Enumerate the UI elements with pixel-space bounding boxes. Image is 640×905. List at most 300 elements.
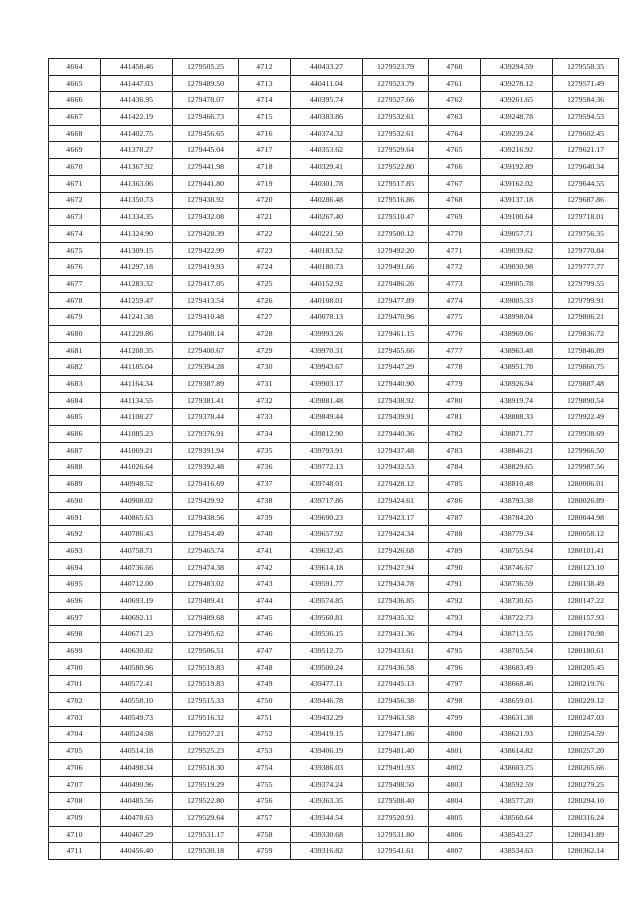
point-id-cell: 4773 — [429, 275, 481, 292]
point-id-cell: 4705 — [49, 743, 101, 760]
point-id-cell: 4665 — [49, 75, 101, 92]
x-coordinate-cell: 440572.41 — [101, 676, 173, 693]
x-coordinate-cell: 440353.62 — [291, 142, 363, 159]
point-id-cell: 4775 — [429, 309, 481, 326]
x-coordinate-cell: 439406.19 — [291, 743, 363, 760]
point-id-cell: 4677 — [49, 275, 101, 292]
point-id-cell: 4672 — [49, 192, 101, 209]
y-coordinate-cell: 1279466.73 — [173, 109, 239, 126]
table-row — [49, 376, 619, 393]
y-coordinate-cell: 1279718.01 — [553, 209, 619, 226]
x-coordinate-cell: 439477.11 — [291, 676, 363, 693]
x-coordinate-cell: 440183.52 — [291, 242, 363, 259]
y-coordinate-cell: 1279523.79 — [363, 75, 429, 92]
y-coordinate-cell: 1279474.38 — [173, 559, 239, 576]
y-coordinate-cell: 1279456.38 — [363, 693, 429, 710]
x-coordinate-cell: 440630.82 — [101, 643, 173, 660]
table-row — [49, 275, 619, 292]
y-coordinate-cell: 1279455.66 — [363, 342, 429, 359]
point-id-cell: 4788 — [429, 526, 481, 543]
x-coordinate-cell: 440712.00 — [101, 576, 173, 593]
table-row — [49, 442, 619, 459]
y-coordinate-cell: 1279454.49 — [173, 526, 239, 543]
x-coordinate-cell: 438810.48 — [481, 476, 553, 493]
point-id-cell: 4711 — [49, 843, 101, 860]
x-coordinate-cell: 439849.44 — [291, 409, 363, 426]
point-id-cell: 4761 — [429, 75, 481, 92]
x-coordinate-cell: 439793.91 — [291, 442, 363, 459]
point-id-cell: 4718 — [239, 159, 291, 176]
table-row — [49, 793, 619, 810]
y-coordinate-cell: 1279429.92 — [173, 492, 239, 509]
x-coordinate-cell: 438614.82 — [481, 743, 553, 760]
point-id-cell: 4725 — [239, 275, 291, 292]
x-coordinate-cell: 440078.13 — [291, 309, 363, 326]
x-coordinate-cell: 441422.19 — [101, 109, 173, 126]
y-coordinate-cell: 1280254.59 — [553, 726, 619, 743]
x-coordinate-cell: 439591.77 — [291, 576, 363, 593]
y-coordinate-cell: 1279489.50 — [173, 75, 239, 92]
x-coordinate-cell: 441085.23 — [101, 426, 173, 443]
point-id-cell: 4675 — [49, 242, 101, 259]
x-coordinate-cell: 440395.74 — [291, 92, 363, 109]
x-coordinate-cell: 438998.04 — [481, 309, 553, 326]
point-id-cell: 4667 — [49, 109, 101, 126]
x-coordinate-cell: 438829.65 — [481, 459, 553, 476]
point-id-cell: 4800 — [429, 726, 481, 743]
point-id-cell: 4765 — [429, 142, 481, 159]
point-id-cell: 4742 — [239, 559, 291, 576]
y-coordinate-cell: 1279777.77 — [553, 259, 619, 276]
point-id-cell: 4792 — [429, 593, 481, 610]
x-coordinate-cell: 439432.29 — [291, 709, 363, 726]
y-coordinate-cell: 1279498.50 — [363, 776, 429, 793]
table-row — [49, 676, 619, 693]
point-id-cell: 4754 — [239, 759, 291, 776]
x-coordinate-cell: 438722.73 — [481, 609, 553, 626]
point-id-cell: 4691 — [49, 509, 101, 526]
point-id-cell: 4738 — [239, 492, 291, 509]
x-coordinate-cell: 440478.63 — [101, 809, 173, 826]
x-coordinate-cell: 439943.67 — [291, 359, 363, 376]
point-id-cell: 4722 — [239, 225, 291, 242]
point-id-cell: 4786 — [429, 492, 481, 509]
x-coordinate-cell: 440736.66 — [101, 559, 173, 576]
x-coordinate-cell: 441458.46 — [101, 59, 173, 76]
y-coordinate-cell: 1279410.48 — [173, 309, 239, 326]
y-coordinate-cell: 1279394.28 — [173, 359, 239, 376]
point-id-cell: 4807 — [429, 843, 481, 860]
point-id-cell: 4799 — [429, 709, 481, 726]
x-coordinate-cell: 439657.92 — [291, 526, 363, 543]
x-coordinate-cell: 439574.85 — [291, 593, 363, 610]
coordinate-table-body — [49, 59, 619, 860]
x-coordinate-cell: 439632.45 — [291, 542, 363, 559]
y-coordinate-cell: 1279433.61 — [363, 643, 429, 660]
y-coordinate-cell: 1279416.69 — [173, 476, 239, 493]
x-coordinate-cell: 440692.11 — [101, 609, 173, 626]
point-id-cell: 4710 — [49, 826, 101, 843]
point-id-cell: 4727 — [239, 309, 291, 326]
x-coordinate-cell: 439330.68 — [291, 826, 363, 843]
table-row — [49, 342, 619, 359]
x-coordinate-cell: 438793.38 — [481, 492, 553, 509]
point-id-cell: 4676 — [49, 259, 101, 276]
point-id-cell: 4770 — [429, 225, 481, 242]
point-id-cell: 4712 — [239, 59, 291, 76]
point-id-cell: 4671 — [49, 175, 101, 192]
y-coordinate-cell: 1279516.86 — [363, 192, 429, 209]
y-coordinate-cell: 1279519.83 — [173, 659, 239, 676]
point-id-cell: 4797 — [429, 676, 481, 693]
point-id-cell: 4739 — [239, 509, 291, 526]
y-coordinate-cell: 1280219.76 — [553, 676, 619, 693]
y-coordinate-cell: 1280170.98 — [553, 626, 619, 643]
x-coordinate-cell: 440558.10 — [101, 693, 173, 710]
point-id-cell: 4760 — [429, 59, 481, 76]
table-row — [49, 292, 619, 309]
x-coordinate-cell: 438755.94 — [481, 542, 553, 559]
y-coordinate-cell: 1279860.75 — [553, 359, 619, 376]
point-id-cell: 4798 — [429, 693, 481, 710]
x-coordinate-cell: 440490.96 — [101, 776, 173, 793]
x-coordinate-cell: 441324.90 — [101, 225, 173, 242]
y-coordinate-cell: 1279527.21 — [173, 726, 239, 743]
point-id-cell: 4669 — [49, 142, 101, 159]
y-coordinate-cell: 1279505.25 — [173, 59, 239, 76]
x-coordinate-cell: 438951.78 — [481, 359, 553, 376]
y-coordinate-cell: 1279799.91 — [553, 292, 619, 309]
x-coordinate-cell: 441164.34 — [101, 376, 173, 393]
point-id-cell: 4752 — [239, 726, 291, 743]
point-id-cell: 4704 — [49, 726, 101, 743]
table-row — [49, 476, 619, 493]
y-coordinate-cell: 1279532.61 — [363, 125, 429, 142]
point-id-cell: 4721 — [239, 209, 291, 226]
y-coordinate-cell: 1280247.03 — [553, 709, 619, 726]
point-id-cell: 4728 — [239, 326, 291, 343]
x-coordinate-cell: 439363.35 — [291, 793, 363, 810]
x-coordinate-cell: 440329.41 — [291, 159, 363, 176]
x-coordinate-cell: 441309.15 — [101, 242, 173, 259]
x-coordinate-cell: 439614.18 — [291, 559, 363, 576]
y-coordinate-cell: 1279520.91 — [363, 809, 429, 826]
y-coordinate-cell: 1279987.56 — [553, 459, 619, 476]
x-coordinate-cell: 441447.03 — [101, 75, 173, 92]
y-coordinate-cell: 1279489.68 — [173, 609, 239, 626]
y-coordinate-cell: 1279836.72 — [553, 326, 619, 343]
point-id-cell: 4687 — [49, 442, 101, 459]
y-coordinate-cell: 1279424.34 — [363, 526, 429, 543]
x-coordinate-cell: 439374.24 — [291, 776, 363, 793]
x-coordinate-cell: 438926.94 — [481, 376, 553, 393]
y-coordinate-cell: 1279438.92 — [363, 392, 429, 409]
table-row — [49, 693, 619, 710]
x-coordinate-cell: 441026.64 — [101, 459, 173, 476]
point-id-cell: 4733 — [239, 409, 291, 426]
x-coordinate-cell: 441363.06 — [101, 175, 173, 192]
point-id-cell: 4741 — [239, 542, 291, 559]
table-row — [49, 659, 619, 676]
point-id-cell: 4746 — [239, 626, 291, 643]
point-id-cell: 4664 — [49, 59, 101, 76]
y-coordinate-cell: 1279447.29 — [363, 359, 429, 376]
x-coordinate-cell: 439316.82 — [291, 843, 363, 860]
table-row — [49, 225, 619, 242]
x-coordinate-cell: 440758.71 — [101, 542, 173, 559]
y-coordinate-cell: 1279483.02 — [173, 576, 239, 593]
x-coordinate-cell: 439419.15 — [291, 726, 363, 743]
x-coordinate-cell: 438668.46 — [481, 676, 553, 693]
point-id-cell: 4723 — [239, 242, 291, 259]
point-id-cell: 4750 — [239, 693, 291, 710]
x-coordinate-cell: 439881.48 — [291, 392, 363, 409]
y-coordinate-cell: 1279770.84 — [553, 242, 619, 259]
table-row — [49, 593, 619, 610]
y-coordinate-cell: 1280026.89 — [553, 492, 619, 509]
point-id-cell: 4701 — [49, 676, 101, 693]
x-coordinate-cell: 439162.02 — [481, 175, 553, 192]
x-coordinate-cell: 440524.08 — [101, 726, 173, 743]
x-coordinate-cell: 441367.92 — [101, 159, 173, 176]
x-coordinate-cell: 438592.59 — [481, 776, 553, 793]
x-coordinate-cell: 440671.23 — [101, 626, 173, 643]
point-id-cell: 4682 — [49, 359, 101, 376]
y-coordinate-cell: 1279529.64 — [173, 809, 239, 826]
point-id-cell: 4713 — [239, 75, 291, 92]
x-coordinate-cell: 439386.03 — [291, 759, 363, 776]
table-row — [49, 309, 619, 326]
x-coordinate-cell: 440467.29 — [101, 826, 173, 843]
y-coordinate-cell: 1279887.48 — [553, 376, 619, 393]
y-coordinate-cell: 1279438.92 — [173, 192, 239, 209]
point-id-cell: 4735 — [239, 442, 291, 459]
point-id-cell: 4785 — [429, 476, 481, 493]
table-row — [49, 326, 619, 343]
point-id-cell: 4774 — [429, 292, 481, 309]
y-coordinate-cell: 1280180.61 — [553, 643, 619, 660]
y-coordinate-cell: 1279432.08 — [173, 209, 239, 226]
x-coordinate-cell: 440498.34 — [101, 759, 173, 776]
point-id-cell: 4745 — [239, 609, 291, 626]
table-row — [49, 492, 619, 509]
point-id-cell: 4692 — [49, 526, 101, 543]
point-id-cell: 4708 — [49, 793, 101, 810]
x-coordinate-cell: 440693.19 — [101, 593, 173, 610]
y-coordinate-cell: 1280265.66 — [553, 759, 619, 776]
table-row — [49, 609, 619, 626]
x-coordinate-cell: 438969.06 — [481, 326, 553, 343]
y-coordinate-cell: 1279477.89 — [363, 292, 429, 309]
y-coordinate-cell: 1279427.94 — [363, 559, 429, 576]
y-coordinate-cell: 1280205.45 — [553, 659, 619, 676]
y-coordinate-cell: 1279510.47 — [363, 209, 429, 226]
y-coordinate-cell: 1279426.68 — [363, 542, 429, 559]
table-row — [49, 75, 619, 92]
table-row — [49, 142, 619, 159]
y-coordinate-cell: 1279408.14 — [173, 326, 239, 343]
y-coordinate-cell: 1279522.80 — [173, 793, 239, 810]
x-coordinate-cell: 439500.24 — [291, 659, 363, 676]
x-coordinate-cell: 439970.31 — [291, 342, 363, 359]
y-coordinate-cell: 1279378.44 — [173, 409, 239, 426]
y-coordinate-cell: 1279571.49 — [553, 75, 619, 92]
table-row — [49, 626, 619, 643]
point-id-cell: 4729 — [239, 342, 291, 359]
point-id-cell: 4796 — [429, 659, 481, 676]
x-coordinate-cell: 438683.49 — [481, 659, 553, 676]
y-coordinate-cell: 1280147.22 — [553, 593, 619, 610]
x-coordinate-cell: 439344.54 — [291, 809, 363, 826]
point-id-cell: 4756 — [239, 793, 291, 810]
x-coordinate-cell: 440786.43 — [101, 526, 173, 543]
y-coordinate-cell: 1279445.13 — [363, 676, 429, 693]
x-coordinate-cell: 441378.27 — [101, 142, 173, 159]
x-coordinate-cell: 439512.75 — [291, 643, 363, 660]
x-coordinate-cell: 438784.20 — [481, 509, 553, 526]
x-coordinate-cell: 440374.32 — [291, 125, 363, 142]
y-coordinate-cell: 1279445.04 — [173, 142, 239, 159]
y-coordinate-cell: 1280123.10 — [553, 559, 619, 576]
point-id-cell: 4686 — [49, 426, 101, 443]
x-coordinate-cell: 439446.78 — [291, 693, 363, 710]
point-id-cell: 4690 — [49, 492, 101, 509]
table-row — [49, 209, 619, 226]
x-coordinate-cell: 439717.86 — [291, 492, 363, 509]
y-coordinate-cell: 1279687.86 — [553, 192, 619, 209]
x-coordinate-cell: 440286.48 — [291, 192, 363, 209]
point-id-cell: 4806 — [429, 826, 481, 843]
table-row — [49, 843, 619, 860]
point-id-cell: 4793 — [429, 609, 481, 626]
x-coordinate-cell: 441350.73 — [101, 192, 173, 209]
y-coordinate-cell: 1279441.98 — [173, 159, 239, 176]
y-coordinate-cell: 1279806.21 — [553, 309, 619, 326]
point-id-cell: 4679 — [49, 309, 101, 326]
x-coordinate-cell: 440865.63 — [101, 509, 173, 526]
point-id-cell: 4802 — [429, 759, 481, 776]
y-coordinate-cell: 1279413.54 — [173, 292, 239, 309]
x-coordinate-cell: 441259.47 — [101, 292, 173, 309]
table-row — [49, 359, 619, 376]
point-id-cell: 4795 — [429, 643, 481, 660]
point-id-cell: 4684 — [49, 392, 101, 409]
y-coordinate-cell: 1279644.55 — [553, 175, 619, 192]
x-coordinate-cell: 440580.96 — [101, 659, 173, 676]
y-coordinate-cell: 1279541.61 — [363, 843, 429, 860]
x-coordinate-cell: 439690.23 — [291, 509, 363, 526]
x-coordinate-cell: 439039.62 — [481, 242, 553, 259]
x-coordinate-cell: 441402.75 — [101, 125, 173, 142]
point-id-cell: 4782 — [429, 426, 481, 443]
point-id-cell: 4805 — [429, 809, 481, 826]
table-row — [49, 192, 619, 209]
point-id-cell: 4780 — [429, 392, 481, 409]
y-coordinate-cell: 1279436.85 — [363, 593, 429, 610]
point-id-cell: 4744 — [239, 593, 291, 610]
x-coordinate-cell: 441436.95 — [101, 92, 173, 109]
point-id-cell: 4768 — [429, 192, 481, 209]
y-coordinate-cell: 1280362.14 — [553, 843, 619, 860]
y-coordinate-cell: 1279621.17 — [553, 142, 619, 159]
y-coordinate-cell: 1279470.96 — [363, 309, 429, 326]
x-coordinate-cell: 441283.32 — [101, 275, 173, 292]
y-coordinate-cell: 1279456.65 — [173, 125, 239, 142]
x-coordinate-cell: 438705.54 — [481, 643, 553, 660]
point-id-cell: 4699 — [49, 643, 101, 660]
y-coordinate-cell: 1279531.17 — [173, 826, 239, 843]
y-coordinate-cell: 1279435.32 — [363, 609, 429, 626]
y-coordinate-cell: 1279391.94 — [173, 442, 239, 459]
point-id-cell: 4717 — [239, 142, 291, 159]
y-coordinate-cell: 1280279.25 — [553, 776, 619, 793]
table-row — [49, 509, 619, 526]
x-coordinate-cell: 438560.64 — [481, 809, 553, 826]
y-coordinate-cell: 1279966.50 — [553, 442, 619, 459]
table-row — [49, 125, 619, 142]
y-coordinate-cell: 1279428.12 — [363, 476, 429, 493]
x-coordinate-cell: 438631.38 — [481, 709, 553, 726]
y-coordinate-cell: 1279846.89 — [553, 342, 619, 359]
point-id-cell: 4726 — [239, 292, 291, 309]
point-id-cell: 4772 — [429, 259, 481, 276]
y-coordinate-cell: 1280229.12 — [553, 693, 619, 710]
y-coordinate-cell: 1280341.89 — [553, 826, 619, 843]
y-coordinate-cell: 1279922.49 — [553, 409, 619, 426]
point-id-cell: 4709 — [49, 809, 101, 826]
y-coordinate-cell: 1280058.12 — [553, 526, 619, 543]
y-coordinate-cell: 1279756.35 — [553, 225, 619, 242]
point-id-cell: 4695 — [49, 576, 101, 593]
coordinate-document-page — [48, 58, 617, 860]
point-id-cell: 4771 — [429, 242, 481, 259]
x-coordinate-cell: 439057.71 — [481, 225, 553, 242]
y-coordinate-cell: 1279529.64 — [363, 142, 429, 159]
x-coordinate-cell: 440108.01 — [291, 292, 363, 309]
y-coordinate-cell: 1279461.15 — [363, 326, 429, 343]
y-coordinate-cell: 1279518.30 — [173, 759, 239, 776]
y-coordinate-cell: 1279471.86 — [363, 726, 429, 743]
table-row — [49, 743, 619, 760]
x-coordinate-cell: 438621.93 — [481, 726, 553, 743]
x-coordinate-cell: 441069.21 — [101, 442, 173, 459]
table-row — [49, 259, 619, 276]
x-coordinate-cell: 438603.75 — [481, 759, 553, 776]
y-coordinate-cell: 1279441.80 — [173, 175, 239, 192]
x-coordinate-cell: 439294.59 — [481, 59, 553, 76]
point-id-cell: 4747 — [239, 643, 291, 660]
y-coordinate-cell: 1279515.33 — [173, 693, 239, 710]
table-row — [49, 726, 619, 743]
table-row — [49, 92, 619, 109]
y-coordinate-cell: 1279491.66 — [363, 259, 429, 276]
x-coordinate-cell: 439903.17 — [291, 376, 363, 393]
point-id-cell: 4751 — [239, 709, 291, 726]
point-id-cell: 4804 — [429, 793, 481, 810]
x-coordinate-cell: 440411.04 — [291, 75, 363, 92]
point-id-cell: 4781 — [429, 409, 481, 426]
x-coordinate-cell: 441185.04 — [101, 359, 173, 376]
y-coordinate-cell: 1279890.54 — [553, 392, 619, 409]
y-coordinate-cell: 1280157.93 — [553, 609, 619, 626]
x-coordinate-cell: 440267.40 — [291, 209, 363, 226]
x-coordinate-cell: 439239.24 — [481, 125, 553, 142]
table-row — [49, 526, 619, 543]
x-coordinate-cell: 440433.27 — [291, 59, 363, 76]
y-coordinate-cell: 1279519.29 — [173, 776, 239, 793]
table-row — [49, 576, 619, 593]
point-id-cell: 4794 — [429, 626, 481, 643]
